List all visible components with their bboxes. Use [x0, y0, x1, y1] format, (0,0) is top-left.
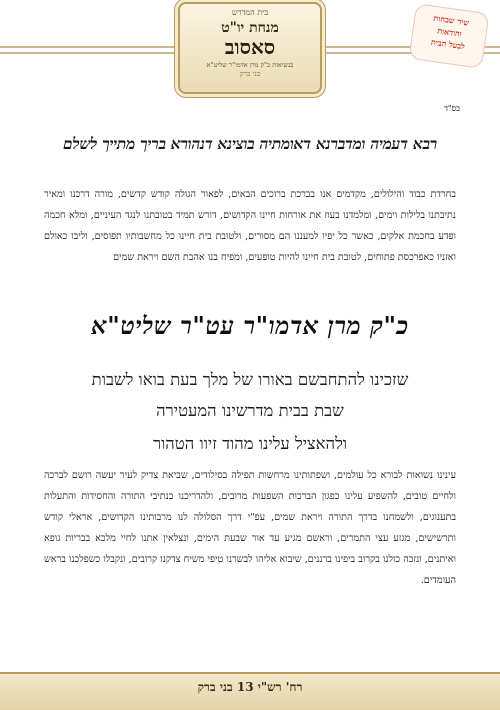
- welcome-line-2: שבת בבית מדרשינו המעטירה: [156, 401, 344, 420]
- crest-name-line2: סאסוב: [224, 35, 276, 59]
- crest-institution: בית המדרש: [231, 8, 269, 17]
- decorative-seal: [408, 3, 489, 69]
- welcome-line-1: שזכינו להתחבשם באורו של מלך בעת בואו לשבות: [91, 370, 409, 389]
- footer-address: רח' רש"י 13 בני ברק: [197, 680, 303, 694]
- crest-name-line1: מנחת יו"ט: [221, 20, 279, 36]
- header-band: [0, 0, 500, 98]
- seal-line: שיר שבחות: [432, 12, 470, 28]
- opening-paragraph: בחרדת כבוד והילולים, מקדמים אנו בברכת ברוכים הבאים, לפאור הגולה קודש קדשים, מורה דרכנו ומאיר נתיבתנו בלילות וימים, ומלמדנו בעוז את אורחות חיינו הקדושים, דורש תמיד בטובתנו לנגד העיניים, ומלא חכמה ופדע בחכמת אלקים, כאשר כל יפיו למעננו הם מסורים, ולטובת בית חיינו כל מחשבותיו תפוסים, וליבו כאולם ואזניו כאפרכסת פתוחים, לטובת בית חיינו להיות טופעים, ומפיח בנו אהבת השם ויראת שמים: [44, 189, 456, 263]
- institution-crest: [178, 2, 322, 94]
- seal-line: והודאות: [436, 25, 463, 39]
- seal-line: לבעל הבית: [430, 36, 466, 52]
- closing-paragraph: עינינו נשואות לבורא כל עולמים, ושפתותינו מרחשות תפילה בסילודים, שביאת צדיק לעיר יעשה רושם לברכה ולחיים טובים, להשפיע עלינו כפגון הברכות השפעות מרובים, ולהדריכנו בנתיבי התורה והחסידות והתעלות בתענוגים, ולשמחנו בדרך התורה ויראת שמים, עפ"י דרך הסלולה לנו מרבותינו הקדושים, אראלי קודש ותרשישים, מגזע עצי התמרים, וראשם מגיע עד אור שבעת הימים, ונצלאין אתנו לחיי מלכא בבריות גופא ואיתנים, ונזכה כולנו בקרוב ביפינו ברננים, שיבוא אליהו לבשרנו טיפי משיח צדקנו קרובים, ונקבלו כשפלכנו בראש העומדים.: [44, 470, 456, 586]
- crest-city: בני ברק: [239, 70, 261, 78]
- letter-headline: רבא דעמיה ומדברנא דאומתיה בוצינא דנהורא בריך מתייך לשלם: [63, 134, 437, 153]
- rebbe-title: כ"ק מרן אדמו"ר עט"ר שליט"א: [91, 311, 409, 340]
- bsd-mark: בס"ד: [444, 104, 460, 113]
- welcome-line-3: ולהאציל עלינו מהוד זיוו הטהור: [152, 434, 348, 453]
- crest-patron: בנשיאות כ"ק מרן אדמו"ר שליט"א: [206, 61, 294, 69]
